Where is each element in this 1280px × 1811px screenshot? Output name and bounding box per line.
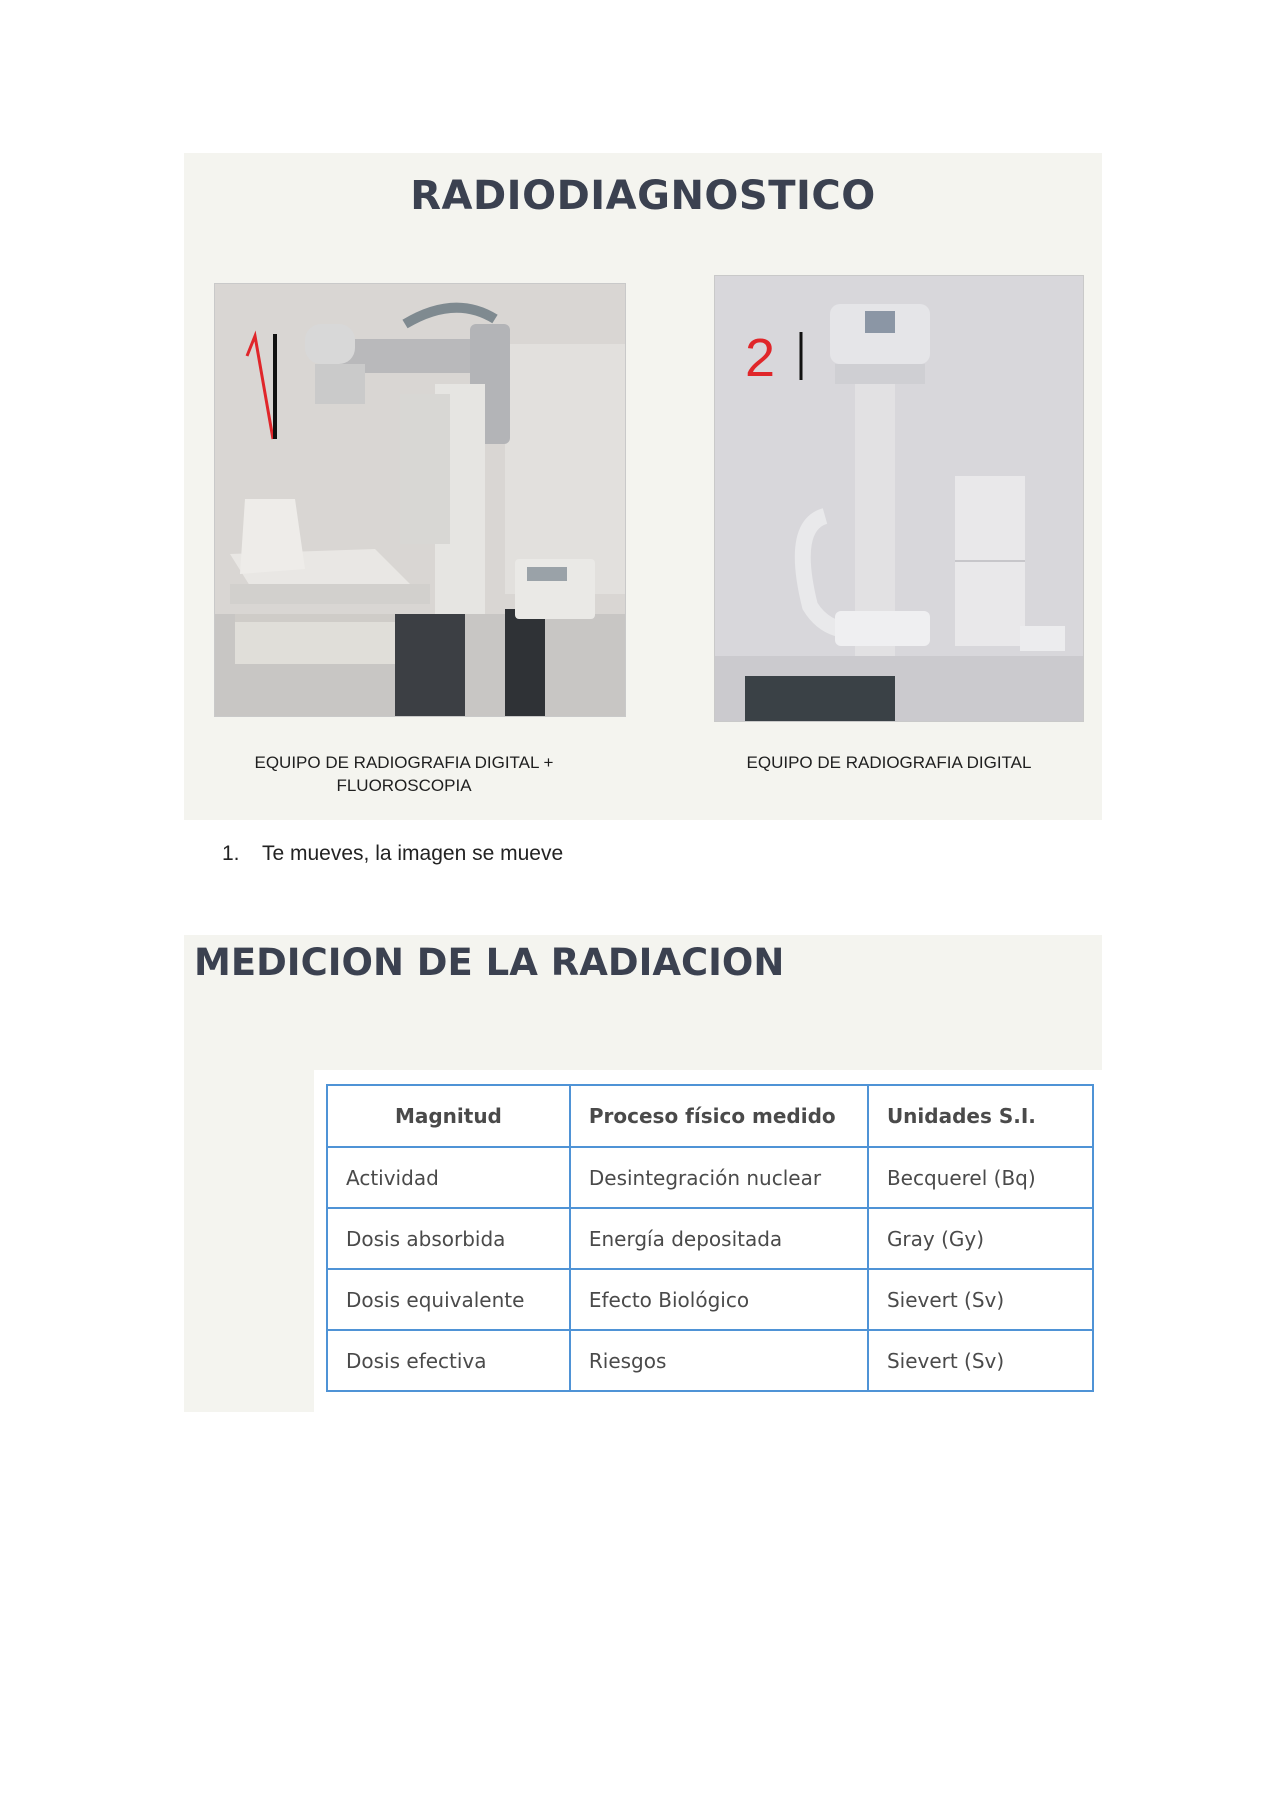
table-cell: Energía depositada	[570, 1208, 868, 1269]
annotation-label-2: 2	[745, 328, 776, 388]
table-cell: Efecto Biológico	[570, 1269, 868, 1330]
table-container	[314, 1070, 1102, 1412]
slide-title: MEDICION DE LA RADIACION	[194, 941, 785, 984]
slide-medicion-radiacion	[184, 935, 1102, 1412]
list-item-text: Te mueves, la imagen se mueve	[262, 842, 564, 865]
column-header: Proceso físico medido	[570, 1085, 868, 1147]
photo-digital-radiography-equipment	[714, 275, 1084, 722]
table-cell: Desintegración nuclear	[570, 1147, 868, 1208]
slide-radiodiagnostico	[184, 153, 1102, 820]
column-header: Unidades S.I.	[868, 1085, 1093, 1147]
column-header: Magnitud	[327, 1085, 570, 1147]
table-row	[327, 1330, 1093, 1391]
table-cell: Dosis absorbida	[327, 1208, 570, 1269]
table-row	[327, 1147, 1093, 1208]
numbered-list	[222, 842, 563, 866]
radiation-units-table	[326, 1084, 1094, 1392]
table-row	[327, 1269, 1093, 1330]
table-cell: Sievert (Sv)	[868, 1330, 1093, 1391]
list-item-number: 1.	[222, 842, 240, 865]
photo-fluoroscopy-equipment	[214, 283, 626, 717]
table-cell: Dosis equivalente	[327, 1269, 570, 1330]
table-cell: Becquerel (Bq)	[868, 1147, 1093, 1208]
table-cell: Sievert (Sv)	[868, 1269, 1093, 1330]
table-cell: Dosis efectiva	[327, 1330, 570, 1391]
caption-fluoroscopy: EQUIPO DE RADIOGRAFIA DIGITAL + FLUOROSCOPIA	[254, 753, 554, 795]
caption-digital-radiography: EQUIPO DE RADIOGRAFIA DIGITAL	[746, 753, 1032, 772]
table-row	[327, 1208, 1093, 1269]
table-cell: Actividad	[327, 1147, 570, 1208]
slide-title: RADIODIAGNOSTICO	[410, 173, 876, 219]
table-cell: Riesgos	[570, 1330, 868, 1391]
list-item	[222, 842, 563, 866]
table-header-row	[327, 1085, 1093, 1147]
table-cell: Gray (Gy)	[868, 1208, 1093, 1269]
